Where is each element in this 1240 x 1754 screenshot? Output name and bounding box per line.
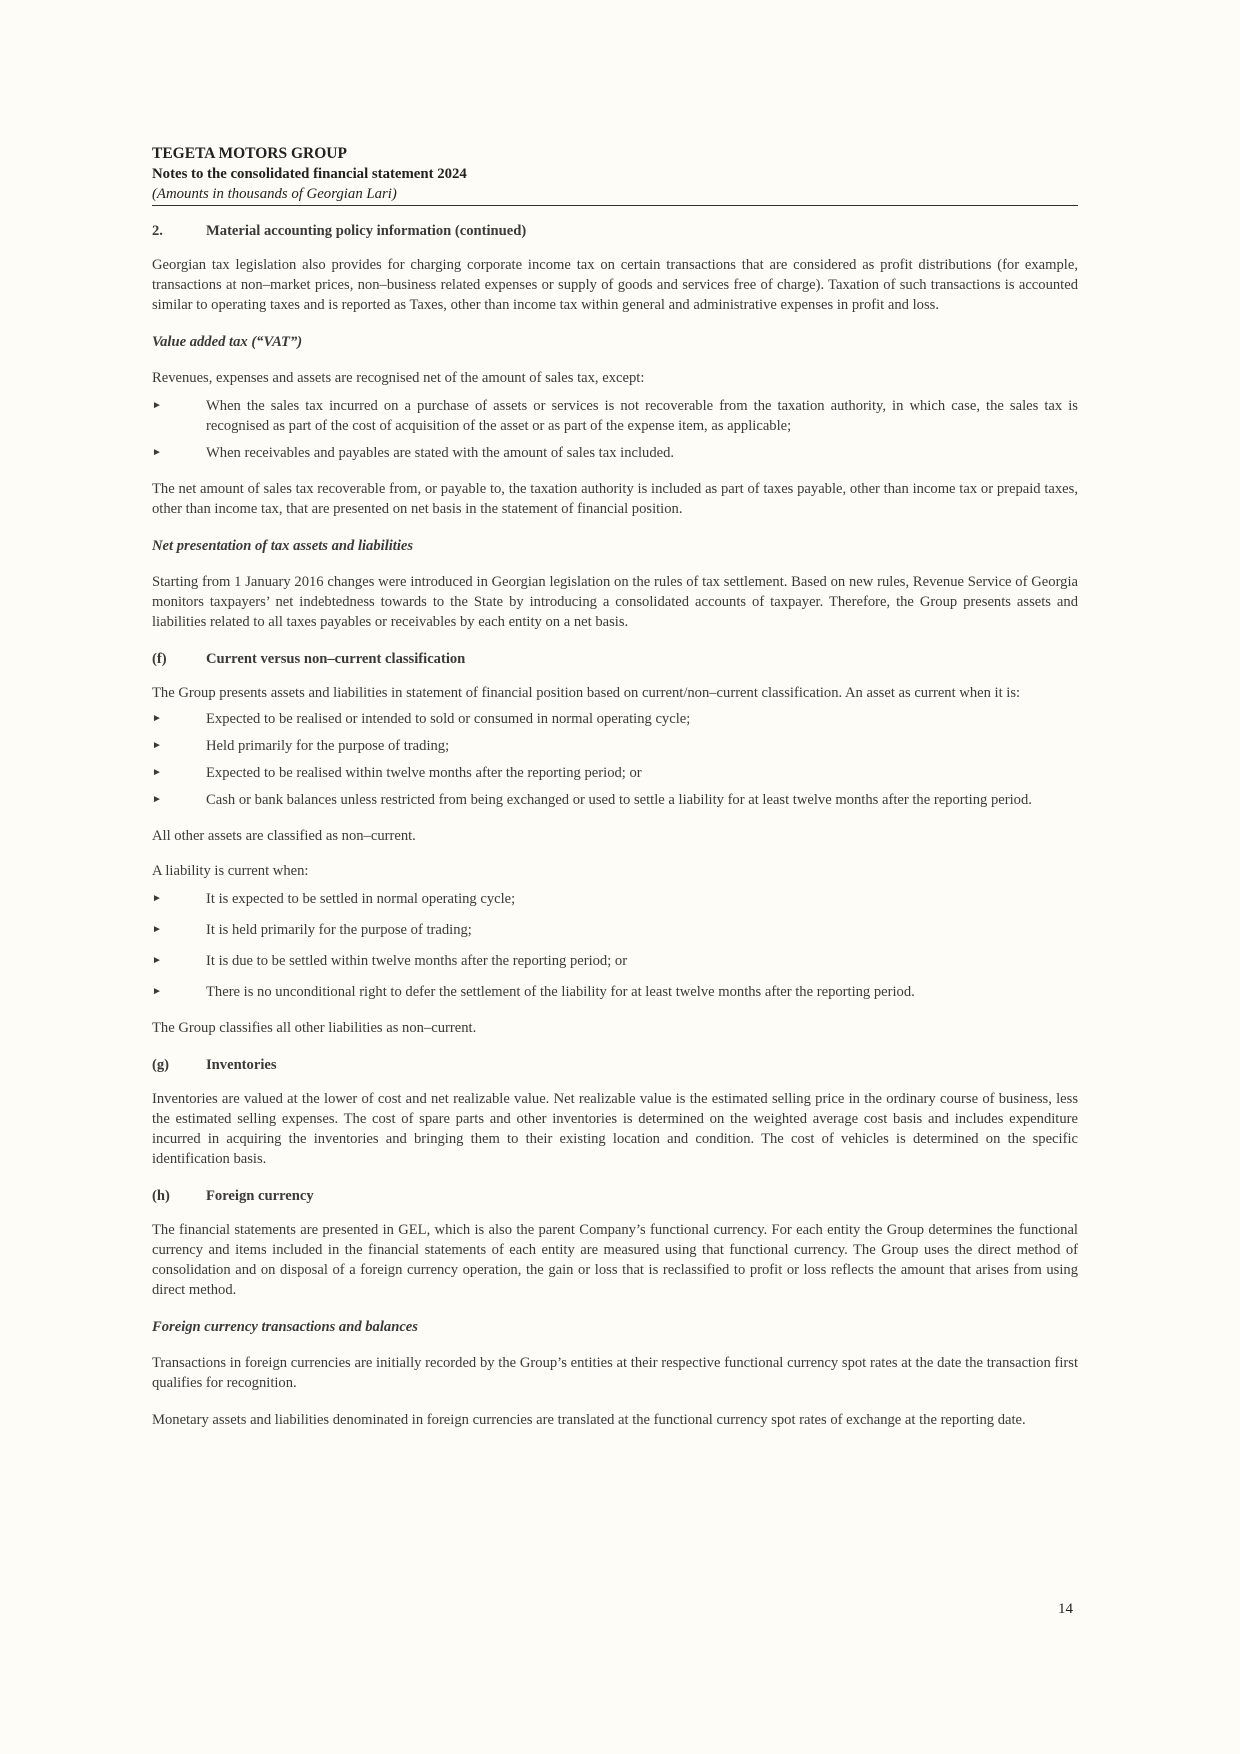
paragraph-tax-legislation: Georgian tax legislation also provides for charging corporate income tax on certain transactions that are considered as profit distributions (for example, transactions at non–market prices, non–business related expenses or supply of goods and services free of charge). Taxation of such transactions is accounted similar to operating taxes and is reported as Taxes, other than income tax within general and administrative expenses in profit and loss.: [152, 257, 1078, 313]
heading-foreign-currency: [152, 1186, 1078, 1206]
paragraph-other-liabilities: The Group classifies all other liabilities as non–current.: [152, 1020, 477, 1036]
paragraph-foreign-transactions: Transactions in foreign currencies are initially recorded by the Group’s entities at their respective functional currency spot rates at the date the transaction first qualifies for recognition.: [152, 1355, 1078, 1391]
bullet-marker-icon: ►: [152, 713, 162, 724]
list-item: ► When receivables and payables are stated with the amount of sales tax included.: [152, 445, 675, 461]
section-number: 2.: [152, 223, 163, 239]
subheading-vat: Value added tax (“VAT”): [152, 334, 303, 350]
subsection-title: Inventories: [206, 1057, 277, 1073]
paragraph-inventories: Inventories are valued at the lower of cost and net realizable value. Net realizable value is the estimated selling price in the ordinary course of business, less the estimated selling expenses. The cost of spare parts and other inventories is determined on the weighted average cost basis and includes expenditure incurred in acquiring the inventories and bringing them to their existing location and condition. The cost of vehicles is determined on the specific identification basis.: [152, 1091, 1078, 1167]
page-number: 14: [1058, 1601, 1073, 1617]
paragraph-classification-intro: The Group presents assets and liabilities in statement of financial position based on current/non–current classification. An asset as current when it is:: [152, 685, 1021, 701]
list-item: ► It is expected to be settled in normal operating cycle;: [152, 891, 516, 907]
list-item: ► Expected to be realised within twelve months after the reporting period; or: [152, 765, 642, 781]
section-title: Material accounting policy information (continued): [206, 223, 527, 239]
list-item: ► It is due to be settled within twelve months after the reporting period; or: [152, 953, 628, 969]
bullet-marker-icon: ►: [152, 400, 162, 411]
bullet-marker-icon: ►: [152, 893, 162, 904]
subsection-title: Current versus non–current classification: [206, 651, 466, 667]
heading-inventories: [152, 1055, 1078, 1075]
paragraph-monetary-items: Monetary assets and liabilities denominated in foreign currencies are translated at the functional currency spot rates of exchange at the reporting date.: [152, 1412, 1026, 1428]
company-name: TEGETA MOTORS GROUP: [152, 145, 347, 162]
paragraph-net-presentation: Starting from 1 January 2016 changes were introduced in Georgian legislation on the rules of tax settlement. Based on new rules, Revenue Service of Georgia monitors taxpayers’ net indebtedness towards to the State by introducing a consolidated accounts of taxpayer. Therefore, the Group presents assets and liabilities related to all taxes payables or receivables by each entity on a net basis.: [152, 574, 1078, 630]
bullet-marker-icon: ►: [152, 986, 162, 997]
section-heading: [152, 221, 1078, 241]
paragraph-vat-intro: Revenues, expenses and assets are recognised net of the amount of sales tax, except:: [152, 370, 645, 386]
paragraph-liability-intro: A liability is current when:: [152, 863, 309, 879]
vat-bullet-list: [152, 396, 1078, 463]
paragraph-vat-net-amount: The net amount of sales tax recoverable from, or payable to, the taxation authority is included as part of taxes payable, other than income tax or prepaid taxes, other than income tax, that are presented on net basis in the statement of financial position.: [152, 481, 1078, 517]
document-subtitle: Notes to the consolidated financial statement 2024: [152, 166, 467, 182]
header-rule: [152, 205, 1078, 206]
paragraph-other-assets: All other assets are classified as non–current.: [152, 828, 416, 844]
page-content: [152, 144, 1078, 1447]
list-item: ► There is no unconditional right to defer the settlement of the liability for at least twelve months after the reporting period.: [152, 984, 915, 1000]
asset-bullet-list: [152, 709, 1078, 810]
list-item: ► Held primarily for the purpose of trading;: [152, 738, 450, 754]
amounts-note: (Amounts in thousands of Georgian Lari): [152, 186, 397, 202]
subsection-number: (f): [152, 651, 167, 667]
heading-current-classification: [152, 649, 1078, 669]
bullet-marker-icon: ►: [152, 447, 162, 458]
list-item: ► Cash or bank balances unless restricted from being exchanged or used to settle a liability for at least twelve months after the reporting period.: [152, 792, 1032, 808]
subsection-title: Foreign currency: [206, 1188, 314, 1204]
subheading-net-presentation: Net presentation of tax assets and liabilities: [152, 538, 414, 554]
list-item: ► It is held primarily for the purpose of trading;: [152, 922, 472, 938]
subheading-foreign-transactions: Foreign currency transactions and balances: [152, 1319, 418, 1335]
list-item: ► When the sales tax incurred on a purchase of assets or services is not recoverable from the taxation authority, in which case, the sales tax is recognised as part of the cost of acquisition of the asset or as part of the expense item, as applicable;: [152, 398, 1078, 434]
paragraph-foreign-currency: The financial statements are presented in GEL, which is also the parent Company’s functional currency. For each entity the Group determines the functional currency and items included in the financial statements of each entity are measured using that functional currency. The Group uses the direct method of consolidation and on disposal of a foreign currency operation, the gain or loss that is reclassified to profit or loss reflects the amount that arises from using direct method.: [152, 1222, 1078, 1298]
list-item: ► Expected to be realised or intended to sold or consumed in normal operating cycle;: [152, 711, 691, 727]
bullet-marker-icon: ►: [152, 794, 162, 805]
liability-bullet-list: [152, 889, 1078, 1002]
subsection-number: (g): [152, 1057, 170, 1073]
bullet-marker-icon: ►: [152, 955, 162, 966]
bullet-marker-icon: ►: [152, 740, 162, 751]
subsection-number: (h): [152, 1188, 170, 1204]
bullet-marker-icon: ►: [152, 767, 162, 778]
bullet-marker-icon: ►: [152, 924, 162, 935]
